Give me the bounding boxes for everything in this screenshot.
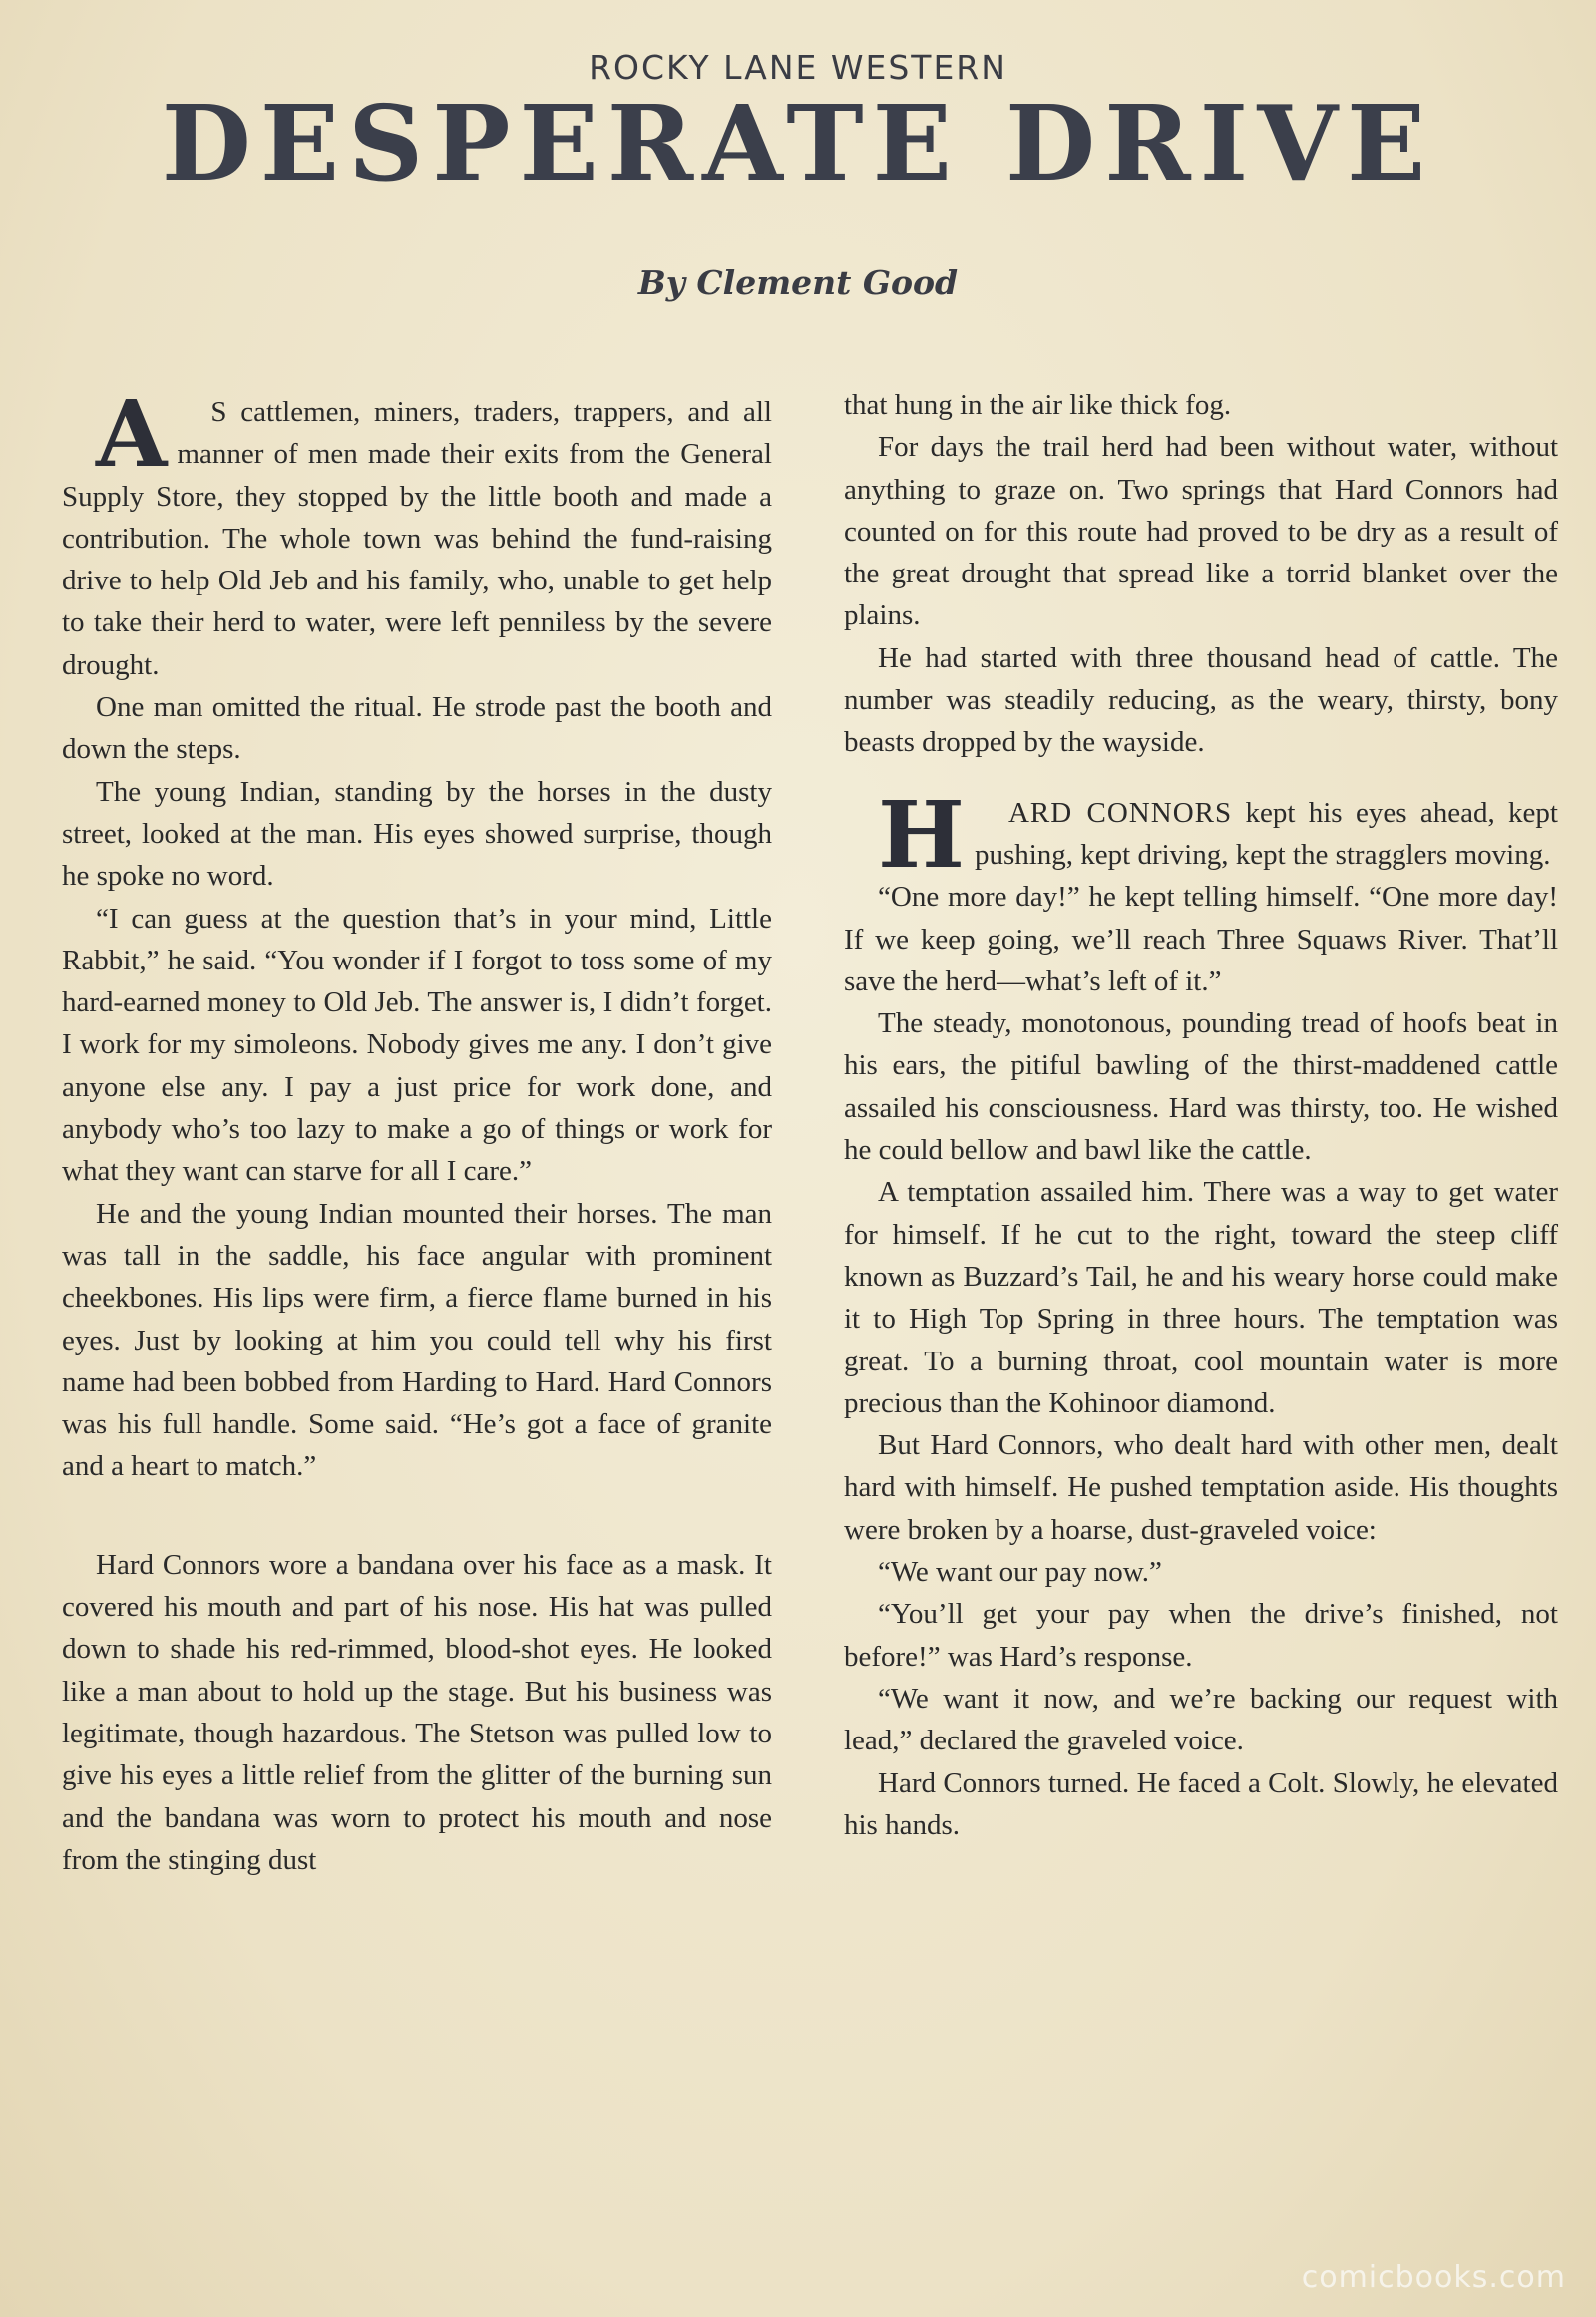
right-column bbox=[844, 384, 1558, 1846]
drop-cap-a: A bbox=[96, 380, 168, 488]
watermark: comicbooks.com bbox=[1301, 2260, 1566, 2295]
section-lead-paragraph bbox=[844, 780, 1558, 889]
paragraph: He had started with three thousand head of cattle. The number was steadily reducing, as the weary, thirsty, bony beasts dropped by the wayside. bbox=[844, 641, 1558, 759]
paragraph: “You’ll get your pay when the drive’s finished, not before!” was Hard’s response. bbox=[844, 1598, 1558, 1673]
story-title: DESPERATE DRIVE bbox=[161, 82, 1435, 204]
byline: By Clement Good bbox=[637, 263, 959, 302]
paragraph: A temptation assailed him. There was a way to get water for himself. If he cut to the right, toward the steep cliff known as Buzzard’s Tail, he and his weary horse could make it to High Top Spring in three hours. The temptation was great. To a burning throat, cool mountain water is more precious than the Kohinoor diamond. bbox=[844, 1176, 1558, 1419]
drop-cap-h: H bbox=[878, 780, 965, 889]
paragraph: For days the trail herd had been without water, without anything to graze on. Two springs that Hard Connors had counted on for this route had proved to be dry as a result of the great drought that spread like a torrid blanket over the plains. bbox=[844, 431, 1558, 632]
lead-caps: ARD CONNORS bbox=[1007, 796, 1233, 829]
paragraph: The young Indian, standing by the horses in the dusty street, looked at the man. His eyes showed surprise, though he spoke no word. bbox=[62, 775, 772, 893]
opening-paragraph bbox=[62, 380, 772, 686]
paragraph: “I can guess at the question that’s in your mind, Little Rabbit,” he said. “You wonder if I forgot to toss some of my hard-earned money to Old Jeb. The answer is, I didn’t forget. I work for my simoleons. Nobody gives me any. I don’t give anyone else any. I pay a just price for work done, and anybody who’s too lazy to make a go of things or work for what they want can starve for all I care.” bbox=[62, 902, 772, 1188]
series-title: ROCKY LANE WESTERN bbox=[589, 48, 1007, 87]
paragraph: that hung in the air like thick fog. bbox=[844, 389, 1232, 421]
paragraph: One man omitted the ritual. He strode past the booth and down the steps. bbox=[62, 691, 772, 766]
paragraph: Hard Connors turned. He faced a Colt. Slowly, he elevated his hands. bbox=[844, 1766, 1558, 1841]
left-column bbox=[62, 380, 772, 1881]
lead-text: kept his eyes ahead, kept pushing, kept driving, kept the stragglers moving. bbox=[974, 796, 1558, 871]
paragraph: “We want it now, and we’re backing our request with lead,” declared the graveled voice. bbox=[844, 1682, 1558, 1757]
opening-text: S cattlemen, miners, traders, trappers, and all manner of men made their exits from the General Supply Store, they stopped by the little booth and made a contribution. The whole town was behind the fund-raising drive to help Old Jeb and his family, who, unable to get help to take their herd to water, were left penniless by the severe drought. bbox=[62, 396, 772, 681]
paragraph: He and the young Indian mounted their horses. The man was tall in the saddle, his face angular with prominent cheekbones. His lips were firm, a fierce flame burned in his eyes. Just by looking at him you could tell why his first name had been bobbed from Harding to Hard. Hard Connors was his full handle. Some said. “He’s got a face of granite and a heart to match.” bbox=[62, 1197, 772, 1483]
paragraph: “One more day!” he kept telling himself. “One more day! If we keep going, we’ll reach Three Squaws River. That’ll save the herd—what’s left of it.” bbox=[844, 881, 1558, 997]
paragraph: Hard Connors wore a bandana over his face as a mask. It covered his mouth and part of his nose. His hat was pulled down to shade his red-rimmed, blood-shot eyes. He looked like a man about to hold up the stage. But his business was legitimate, though hazardous. The Stetson was pulled low to give his eyes a little relief from the glitter of the burning sun and the bandana was worn to protect his mouth and nose from the stinging dust bbox=[62, 1548, 772, 1876]
paragraph: The steady, monotonous, pounding tread of hoofs beat in his ears, the pitiful bawling of the thirst-maddened cattle assailed his consciousness. Hard was thirsty, too. He wished he could bellow and bawl like the cattle. bbox=[844, 1007, 1558, 1167]
paragraph: But Hard Connors, who dealt hard with other men, dealt hard with himself. He pushed temptation aside. His thoughts were broken by a hoarse, dust-graveled voice: bbox=[844, 1429, 1558, 1546]
paragraph: “We want our pay now.” bbox=[878, 1556, 1162, 1589]
